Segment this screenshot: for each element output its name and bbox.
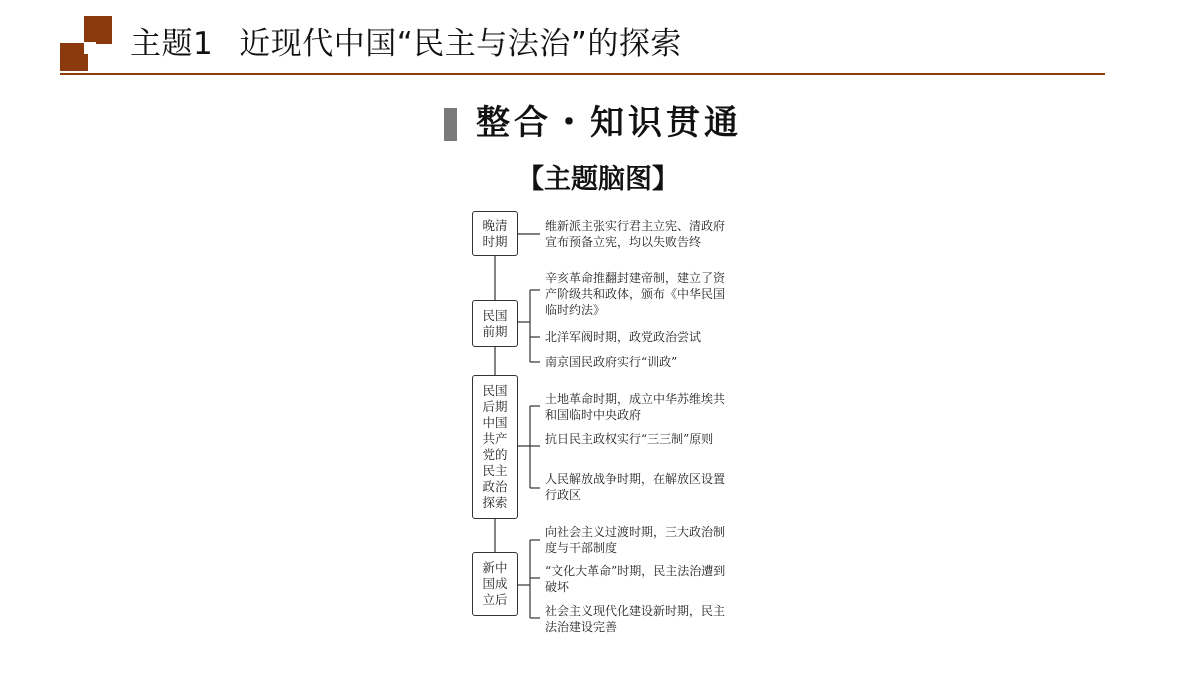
leaf-3-2: 抗日民主政权实行“三三制”原则 bbox=[545, 432, 714, 446]
topic-title: 近现代中国“民主与法治”的探索 bbox=[239, 26, 682, 62]
leaf-2-3: 南京国民政府实行“训政” bbox=[545, 355, 678, 369]
node-late-republic-cpc: 民国后期中国共产党的民主政治探索 bbox=[472, 375, 518, 519]
mind-map-title: 【主题脑图】 bbox=[517, 164, 679, 195]
leaf-2-1: 辛亥革命推翻封建帝制，建立了资产阶级共和政体，颁布《中华民国临时约法》 bbox=[545, 271, 726, 317]
leaf-3-3: 人民解放战争时期，在解放区设置行政区 bbox=[545, 472, 726, 502]
section-title: 整合・知识贯通 bbox=[476, 103, 742, 143]
leaf-4-3: 社会主义现代化建设新时期，民主法治建设完善 bbox=[545, 604, 726, 634]
leaf-4-1: 向社会主义过渡时期，三大政治制度与干部制度 bbox=[545, 525, 726, 555]
leaf-4-2: “文化大革命”时期，民主法治遭到破坏 bbox=[545, 564, 726, 594]
leaf-1-1: 维新派主张实行君主立宪、清政府宣布预备立宪，均以失败告终 bbox=[545, 219, 726, 249]
leaf-3-1: 土地革命时期，成立中华苏维埃共和国临时中央政府 bbox=[545, 392, 726, 422]
node-late-qing: 晚清时期 bbox=[472, 211, 518, 256]
topic-number: 主题1 bbox=[130, 26, 214, 62]
leaf-2-2: 北洋军阀时期，政党政治尝试 bbox=[545, 330, 702, 344]
node-new-china: 新中国成立后 bbox=[472, 552, 518, 616]
node-early-republic: 民国前期 bbox=[472, 300, 518, 347]
